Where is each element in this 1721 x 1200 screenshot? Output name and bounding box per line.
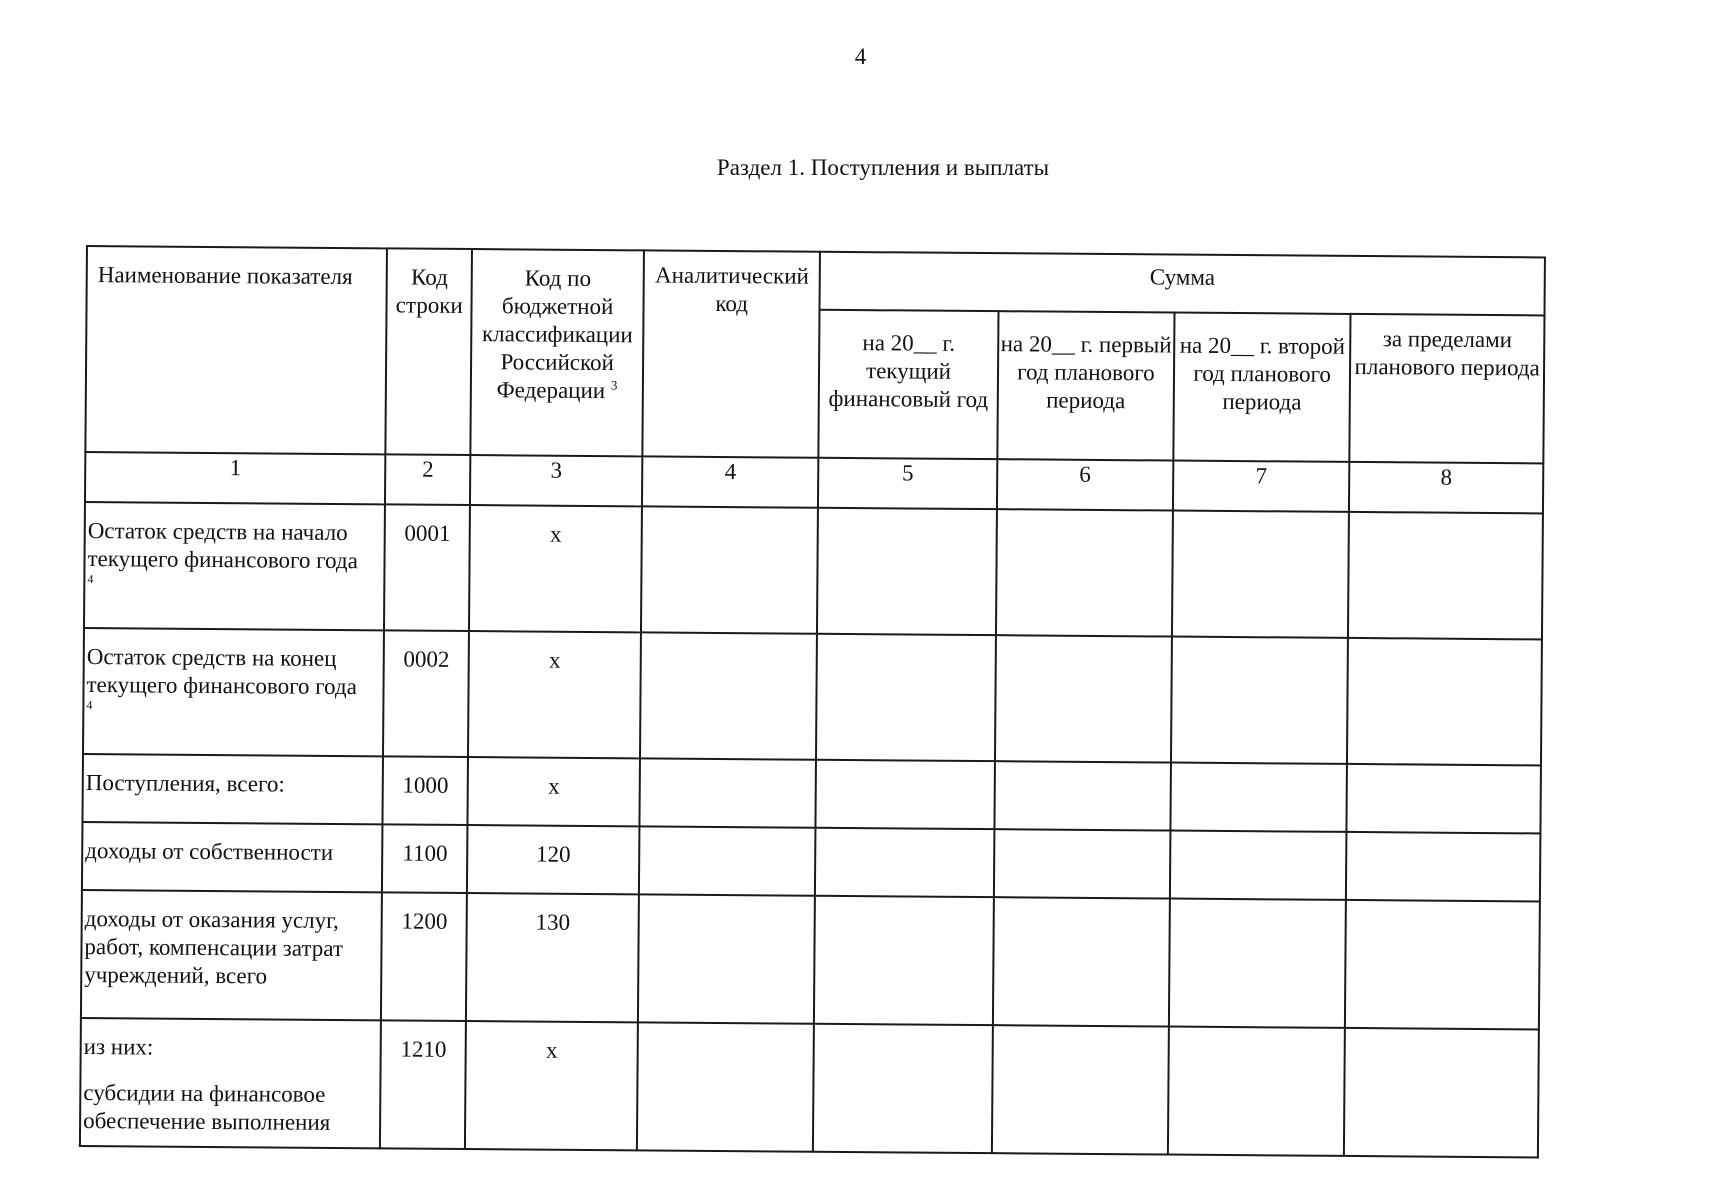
sum-cell[interactable] bbox=[816, 634, 995, 761]
row-name-continued: субсидии на финансовое обеспечение выполнения bbox=[83, 1080, 331, 1136]
row-footnote: 4 bbox=[86, 698, 93, 713]
sum-cell[interactable] bbox=[995, 635, 1172, 762]
sum-cell[interactable] bbox=[1346, 832, 1540, 902]
sum-cell[interactable] bbox=[1171, 637, 1348, 764]
row-name-cell bbox=[83, 628, 384, 756]
header-analytic-code: Аналитический код bbox=[642, 250, 820, 457]
sum-cell[interactable] bbox=[1170, 831, 1347, 900]
column-number: 7 bbox=[1173, 461, 1350, 512]
sum-cell[interactable] bbox=[993, 897, 1170, 1026]
page-number: 4 bbox=[854, 44, 867, 69]
header-row-top bbox=[87, 246, 1545, 315]
header-sum-current-year: на 20__ г. текущий финансовый год bbox=[819, 310, 999, 459]
column-number: 3 bbox=[470, 455, 642, 506]
row-budget-code: х bbox=[468, 631, 641, 758]
header-sum-beyond-plan: за пределами планового периода bbox=[1350, 314, 1545, 464]
sum-cell[interactable] bbox=[1347, 638, 1542, 766]
sum-cell[interactable] bbox=[994, 761, 1171, 830]
row-budget-code: х bbox=[465, 1021, 638, 1150]
row-name: Остаток средств на начало текущего финансового года bbox=[87, 518, 358, 574]
row-code: 0001 bbox=[384, 504, 470, 631]
table-row bbox=[80, 1018, 1539, 1157]
row-name-cell bbox=[80, 1018, 381, 1148]
row-name: доходы от оказания услуг, работ, компенсации затрат учреждений, всего bbox=[81, 890, 382, 1020]
sum-cell[interactable] bbox=[996, 509, 1173, 636]
sum-cell[interactable] bbox=[817, 508, 996, 635]
row-footnote: 4 bbox=[87, 572, 94, 587]
header-budget-code bbox=[471, 249, 645, 456]
header-budget-code-text: Код по бюджетной классификации Российской Федерации bbox=[481, 265, 633, 404]
table-row bbox=[82, 822, 1540, 901]
row-name: Поступления, всего: bbox=[82, 754, 383, 824]
row-code: 0002 bbox=[383, 630, 469, 757]
table-row bbox=[82, 754, 1540, 833]
column-number: 4 bbox=[642, 456, 819, 507]
row-budget-code: 120 bbox=[467, 825, 639, 894]
row-name: из них: bbox=[83, 1034, 154, 1060]
header-name: Наименование показателя bbox=[85, 246, 387, 454]
analytic-code-cell[interactable] bbox=[640, 632, 817, 759]
analytic-code-cell[interactable] bbox=[640, 758, 817, 827]
analytic-code-cell[interactable] bbox=[637, 1022, 814, 1151]
row-budget-code: 130 bbox=[466, 893, 639, 1022]
row-name: Остаток средств на конец текущего финансового года bbox=[86, 644, 357, 700]
header-sum: Сумма bbox=[820, 252, 1545, 316]
sum-cell[interactable] bbox=[1347, 764, 1541, 834]
analytic-code-cell[interactable] bbox=[639, 826, 816, 895]
row-code: 1200 bbox=[381, 892, 467, 1021]
receipts-payments-table bbox=[79, 245, 1546, 1158]
header-budget-code-note: 3 bbox=[610, 377, 618, 393]
column-number: 2 bbox=[385, 454, 470, 505]
table-row bbox=[81, 890, 1540, 1029]
sum-cell[interactable] bbox=[814, 896, 993, 1025]
analytic-code-cell[interactable] bbox=[641, 506, 818, 633]
row-code: 1000 bbox=[383, 756, 468, 825]
header-row-code: Код строки bbox=[386, 248, 472, 455]
table-row bbox=[84, 502, 1543, 639]
sum-cell[interactable] bbox=[1169, 899, 1346, 1028]
row-budget-code: х bbox=[468, 757, 640, 826]
sum-cell[interactable] bbox=[1345, 900, 1540, 1030]
column-number: 8 bbox=[1349, 462, 1543, 514]
receipts-payments-table-wrapper bbox=[79, 245, 1546, 1158]
sum-cell[interactable] bbox=[1344, 1028, 1539, 1158]
row-name-cell bbox=[84, 502, 385, 630]
section-title: Раздел 1. Поступления и выплаты bbox=[716, 155, 1050, 180]
column-number: 1 bbox=[85, 452, 386, 504]
table-row bbox=[83, 628, 1542, 765]
sum-cell[interactable] bbox=[1168, 1027, 1345, 1156]
sum-cell[interactable] bbox=[813, 1024, 992, 1153]
sum-cell[interactable] bbox=[992, 1025, 1169, 1154]
sum-cell[interactable] bbox=[815, 828, 994, 897]
sum-cell[interactable] bbox=[1170, 763, 1347, 832]
sum-cell[interactable] bbox=[994, 829, 1171, 898]
sum-cell[interactable] bbox=[1172, 511, 1349, 638]
row-code: 1100 bbox=[382, 824, 467, 893]
sum-cell[interactable] bbox=[1348, 512, 1543, 640]
row-budget-code: х bbox=[469, 505, 642, 632]
analytic-code-cell[interactable] bbox=[638, 894, 815, 1023]
column-number: 6 bbox=[997, 459, 1174, 510]
sum-cell[interactable] bbox=[816, 760, 995, 829]
header-sum-first-plan-year: на 20__ г. первый год планового периода bbox=[997, 311, 1174, 460]
column-number: 5 bbox=[818, 458, 997, 509]
header-sum-second-plan-year: на 20__ г. второй год планового периода bbox=[1173, 313, 1350, 462]
row-code: 1210 bbox=[380, 1020, 466, 1149]
row-name: доходы от собственности bbox=[82, 822, 383, 892]
